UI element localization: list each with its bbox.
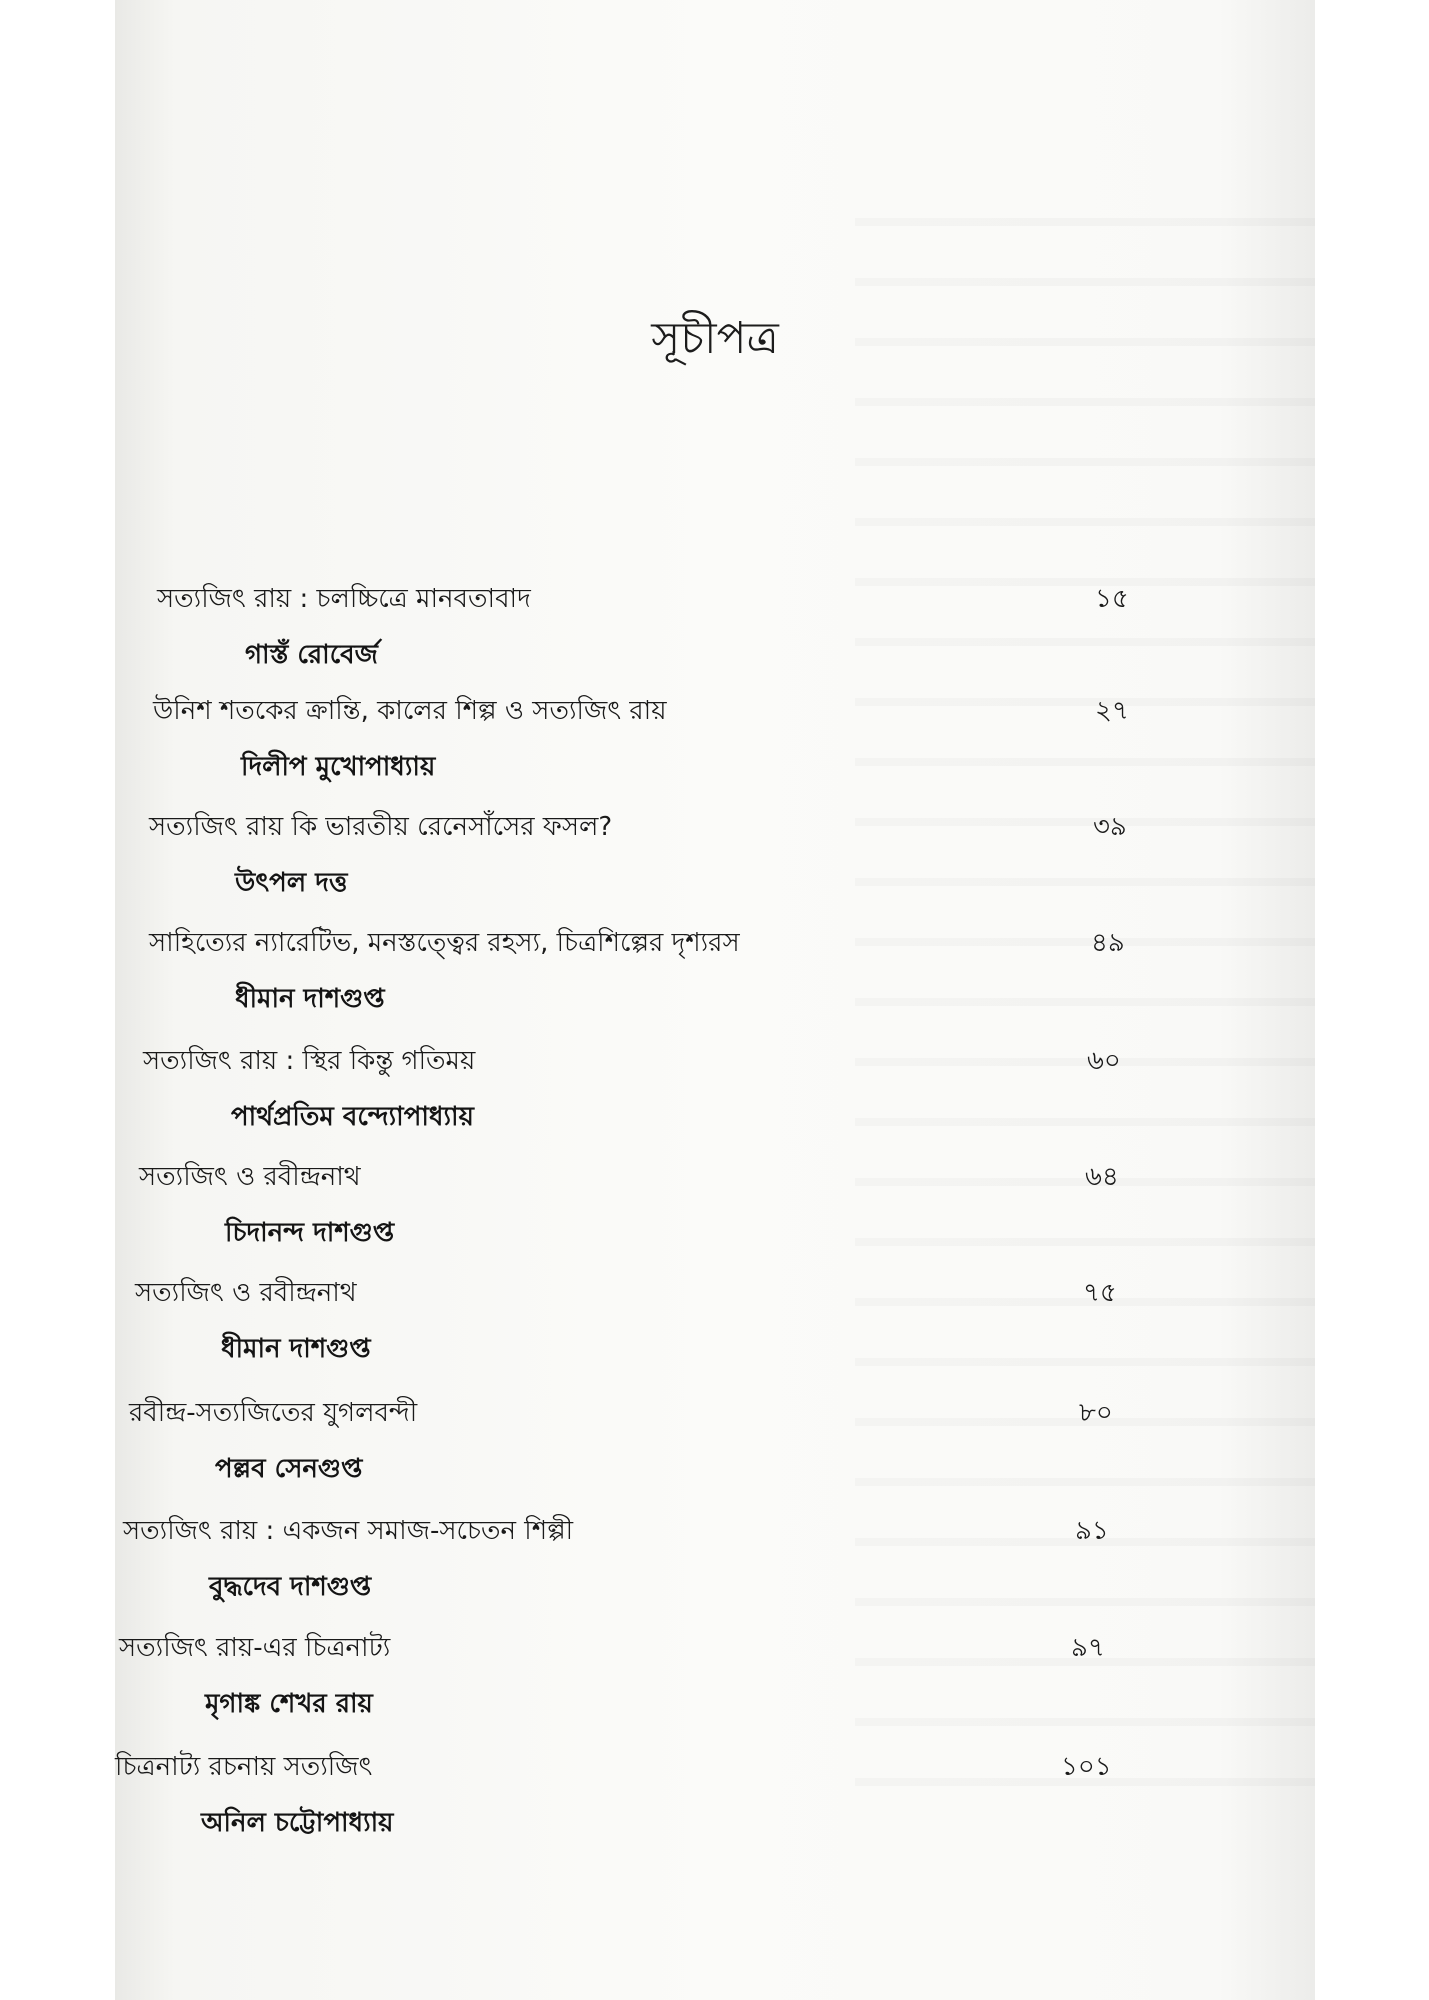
toc-entry-page-number: ৯১ <box>1075 1516 1109 1546</box>
toc-entry-page-number: ৮০ <box>1079 1398 1113 1428</box>
toc-entry-title: সত্যজিৎ রায় : চলচ্চিত্রে মানবতাবাদ <box>157 584 531 614</box>
toc-entry-author: ধীমান দাশগুপ্ত <box>221 1334 371 1364</box>
toc-entry-title: চিত্রনাট্য রচনায় সত্যজিৎ <box>115 1752 373 1782</box>
toc-entry-page-number: ৭৫ <box>1083 1278 1117 1308</box>
toc-entry-title: সত্যজিৎ ও রবীন্দ্রনাথ <box>135 1278 357 1308</box>
toc-entry-page-number: ১০১ <box>1061 1752 1112 1782</box>
page-title: সূচীপত্র <box>651 313 779 364</box>
book-page <box>115 0 1315 2000</box>
toc-entry-author: ধীমান দাশগুপ্ত <box>235 984 385 1014</box>
toc-entry-page-number: ৪৯ <box>1091 928 1125 958</box>
toc-entry-author: পল্লব সেনগুপ্ত <box>215 1454 363 1484</box>
toc-entry-author: অনিল চট্টোপাধ্যায় <box>201 1808 394 1838</box>
toc-entry-title: সাহিত্যের ন্যারেটিভ, মনস্তত্ত্বের রহস্য, চিত্রশিল্পের দৃশ্যরস <box>149 928 740 958</box>
toc-entry-author: বুদ্ধদেব দাশগুপ্ত <box>209 1572 372 1602</box>
toc-entry-author: দিলীপ মুখোপাধ্যায় <box>241 752 436 782</box>
toc-entry-title: রবীন্দ্র-সত্যজিতের যুগলবন্দী <box>129 1398 418 1428</box>
toc-entry-title: সত্যজিৎ রায় : স্থির কিন্তু গতিময় <box>143 1046 476 1076</box>
toc-entry-title: সত্যজিৎ ও রবীন্দ্রনাথ <box>139 1162 361 1192</box>
toc-entry-author: মৃগাঙ্ক শেখর রায় <box>205 1689 373 1719</box>
toc-entry-page-number: ৬৪ <box>1085 1162 1119 1192</box>
toc-entry-title: সত্যজিৎ রায় : একজন সমাজ-সচেতন শিল্পী <box>123 1516 574 1546</box>
toc-entry-title: সত্যজিৎ রায় কি ভারতীয় রেনেসাঁসের ফসল? <box>149 812 613 842</box>
toc-entry-page-number: ৬০ <box>1087 1046 1121 1076</box>
toc-entry-author: চিদানন্দ দাশগুপ্ত <box>225 1218 395 1248</box>
toc-entry-page-number: ৩৯ <box>1093 812 1127 842</box>
toc-entry-author: পার্থপ্রতিম বন্দ্যোপাধ্যায় <box>231 1102 474 1132</box>
table-of-contents <box>115 0 1315 2000</box>
toc-entry-page-number: ২৭ <box>1095 696 1129 726</box>
toc-entry-author: গাস্তঁ রোবের্জ <box>245 640 378 670</box>
toc-entry-title: উনিশ শতকের ক্রান্তি, কালের শিল্প ও সত্যজিৎ রায় <box>153 696 667 726</box>
toc-entry-title: সত্যজিৎ রায়-এর চিত্রনাট্য <box>119 1633 391 1663</box>
toc-entry-author: উৎপল দত্ত <box>235 868 348 898</box>
toc-entry-page-number: ৯৭ <box>1071 1633 1105 1663</box>
toc-entry-page-number: ১৫ <box>1095 584 1129 614</box>
